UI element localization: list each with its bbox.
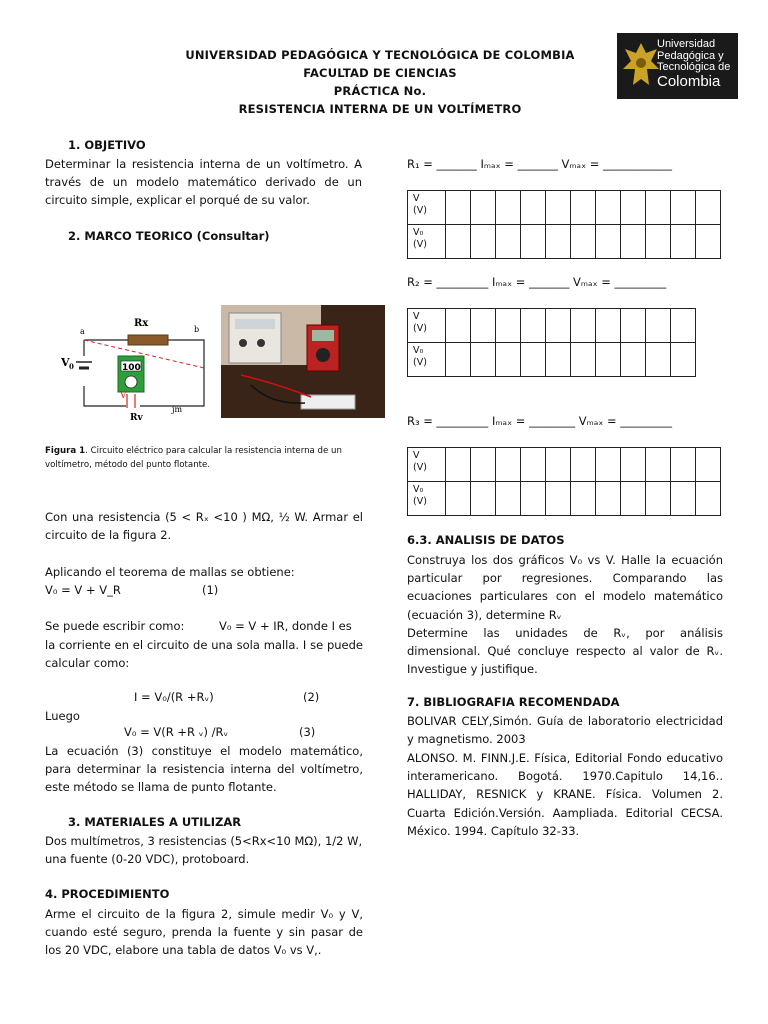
lab-equipment-photo xyxy=(221,305,385,418)
data-cell[interactable] xyxy=(446,309,471,343)
data-table-1 xyxy=(407,190,721,259)
header-line-1: UNIVERSIDAD PEDAGÓGICA Y TECNOLÓGICA DE COLOMBIA xyxy=(185,48,575,62)
marco-title: 2. MARCO TEORICO (Consultar) xyxy=(68,229,270,243)
data-cell[interactable] xyxy=(571,191,596,225)
equation-1: V₀ = V + V_R xyxy=(45,583,121,597)
data-cell[interactable] xyxy=(471,343,496,377)
label-v0: V xyxy=(61,356,70,369)
logo-line-4: Colombia xyxy=(657,72,721,90)
table-3-row-v0-label: V₀ (V) xyxy=(408,482,446,516)
data-table-3 xyxy=(407,447,721,516)
data-cell[interactable] xyxy=(621,343,646,377)
data-cell[interactable] xyxy=(521,191,546,225)
data-cell[interactable] xyxy=(546,448,571,482)
data-cell[interactable] xyxy=(646,191,671,225)
data-cell[interactable] xyxy=(621,482,646,516)
university-logo xyxy=(617,33,738,99)
equation-2-number: (2) xyxy=(303,690,320,704)
data-cell[interactable] xyxy=(671,191,696,225)
data-cell[interactable] xyxy=(446,343,471,377)
meter-reading: 100 xyxy=(122,363,141,373)
data-cell[interactable] xyxy=(621,448,646,482)
procedimiento-text: Arme el circuito de la figura 2, simule medir V₀ y V, cuando esté seguro, prenda la fuente y sin pasar de los 20 VDC, elabore una tabla de datos V₀ vs V,. xyxy=(45,907,363,958)
label-rv: Rv xyxy=(130,413,143,423)
data-cell[interactable] xyxy=(571,343,596,377)
data-cell[interactable] xyxy=(646,482,671,516)
figure-caption xyxy=(45,444,365,472)
data-cell[interactable] xyxy=(596,225,621,259)
equation-1-number: (1) xyxy=(202,583,219,597)
data-cell[interactable] xyxy=(671,482,696,516)
body-p4: La ecuación (3) constituye el modelo matemático, para determinar la resistencia interna del voltímetro, este método se llama de punto flotante. xyxy=(45,744,363,795)
data-cell[interactable] xyxy=(646,343,671,377)
label-jm: jm xyxy=(172,405,183,414)
data-cell[interactable] xyxy=(646,309,671,343)
data-cell[interactable] xyxy=(521,448,546,482)
data-cell[interactable] xyxy=(671,448,696,482)
data-cell[interactable] xyxy=(496,343,521,377)
eagle-crest-icon xyxy=(621,39,661,93)
data-cell[interactable] xyxy=(496,309,521,343)
analisis-title: 6.3. ANALISIS DE DATOS xyxy=(407,533,565,547)
data-cell[interactable] xyxy=(621,309,646,343)
data-cell[interactable] xyxy=(446,448,471,482)
bibliografia-title: 7. BIBLIOGRAFIA RECOMENDADA xyxy=(407,695,620,709)
data-cell[interactable] xyxy=(446,482,471,516)
data-cell[interactable] xyxy=(646,448,671,482)
materiales-title: 3. MATERIALES A UTILIZAR xyxy=(68,815,242,829)
figure-label: Figura 1 xyxy=(45,446,86,456)
body-p3b: V₀ = V + IR, donde I es xyxy=(219,619,352,633)
data-cell[interactable] xyxy=(496,191,521,225)
data-cell[interactable] xyxy=(546,482,571,516)
figure-caption-text: . Circuito eléctrico para calcular la resistencia interna de un voltímetro, método del punto flotante. xyxy=(45,446,342,470)
data-cell[interactable] xyxy=(521,309,546,343)
data-cell[interactable] xyxy=(471,191,496,225)
data-cell[interactable] xyxy=(671,343,696,377)
analisis-text: Construya los dos gráficos V₀ vs V. Halle la ecuación particular por regresiones. Comparando las ecuaciones particulares con el modelo matemático (ecuación 3), determine Rᵥ xyxy=(407,553,723,622)
data-cell[interactable] xyxy=(546,191,571,225)
table-3-row-v-label: V (V) xyxy=(408,448,446,482)
data-cell[interactable] xyxy=(696,448,721,482)
data-cell[interactable] xyxy=(621,191,646,225)
logo-line-3: Tecnológica de xyxy=(657,61,731,73)
label-b: b xyxy=(194,325,200,334)
data-cell[interactable] xyxy=(696,191,721,225)
data-cell[interactable] xyxy=(546,343,571,377)
data-cell[interactable] xyxy=(671,225,696,259)
data-cell[interactable] xyxy=(471,448,496,482)
data-cell[interactable] xyxy=(471,225,496,259)
data-cell[interactable] xyxy=(696,225,721,259)
data-cell[interactable] xyxy=(571,482,596,516)
label-v: V xyxy=(120,391,127,401)
data-cell[interactable] xyxy=(496,448,521,482)
data-cell[interactable] xyxy=(521,225,546,259)
data-cell[interactable] xyxy=(521,343,546,377)
body-p1: Con una resistencia (5 < Rₓ <10 ) MΩ, ½ W. Armar el circuito de la figura 2. xyxy=(45,510,363,543)
body-p2: Aplicando el teorema de mallas se obtiene: xyxy=(45,565,295,579)
data-cell[interactable] xyxy=(471,309,496,343)
data-cell[interactable] xyxy=(596,191,621,225)
materiales-text: Dos multímetros, 3 resistencias (5<Rx<10 MΩ), 1/2 W, una fuente (0-20 VDC), protoboard. xyxy=(45,834,363,867)
table-1-header: R₁ = _______ Iₘₐₓ = _______ Vₘₐₓ = ____________ xyxy=(407,157,673,171)
equation-3: V₀ = V(R +R ᵥ) /Rᵥ xyxy=(124,725,229,739)
data-cell[interactable] xyxy=(571,225,596,259)
data-cell[interactable] xyxy=(571,448,596,482)
data-cell[interactable] xyxy=(521,482,546,516)
header-line-3: PRÁCTICA No. xyxy=(333,84,427,98)
table-2-row-v0-label: V₀ (V) xyxy=(408,343,446,377)
data-cell[interactable] xyxy=(496,225,521,259)
table-1-row-v0-label: V₀ (V) xyxy=(408,225,446,259)
data-cell[interactable] xyxy=(646,225,671,259)
objetivo-title: 1. OBJETIVO xyxy=(68,138,146,152)
objetivo-text: Determinar la resistencia interna de un voltímetro. A través de un modelo matemático derivado de un circuito simple, explicar el porqué de su valor. xyxy=(45,157,362,208)
body-p3a: Se puede escribir como: xyxy=(45,619,185,633)
data-cell[interactable] xyxy=(546,309,571,343)
analisis-text-2: Determine las unidades de Rᵥ, por análisis dimensional. Qué concluye respecto al valor de Rᵥ. Investigue y justifique. xyxy=(407,626,723,677)
data-cell[interactable] xyxy=(471,482,496,516)
data-cell[interactable] xyxy=(571,309,596,343)
table-3-header: R₃ = _________ Iₘₐₓ = ________ Vₘₐₓ = _________ xyxy=(407,414,673,428)
procedimiento-title: 4. PROCEDIMIENTO xyxy=(45,887,170,901)
data-cell[interactable] xyxy=(696,482,721,516)
data-cell[interactable] xyxy=(596,309,621,343)
data-cell[interactable] xyxy=(671,309,696,343)
body-luego: Luego xyxy=(45,709,80,723)
header-line-4: RESISTENCIA INTERNA DE UN VOLTÍMETRO xyxy=(238,102,522,116)
bibliografia-ref-2: ALONSO. M. FINN.J.E. Física, Editorial Fondo educativo interamericano. Bogotá. 1970.Capitulo 14,16.. HALLIDAY, RESNICK y KRANE. Física. Volumen 2. Cuarta Edición.Versión. Aampliada. Editorial CECSA. México. 1994. Capítulo 32-33. xyxy=(407,751,723,838)
data-cell[interactable] xyxy=(596,448,621,482)
table-2-header: R₂ = _________ Iₘₐₓ = _______ Vₘₐₓ = _________ xyxy=(407,275,667,289)
body-p3c: la corriente en el circuito de una sola malla. I se puede calcular como: xyxy=(45,638,363,671)
bibliografia-ref-1: BOLIVAR CELY,Simón. Guía de laboratorio electricidad y magnetismo. 2003 xyxy=(407,714,723,747)
label-v0-sub: 0 xyxy=(69,362,74,371)
equation-2: I = V₀/(R +Rᵥ) xyxy=(134,690,214,704)
label-a: a xyxy=(80,327,85,336)
header-line-2: FACULTAD DE CIENCIAS xyxy=(303,66,457,80)
data-cell[interactable] xyxy=(446,191,471,225)
equation-3-number: (3) xyxy=(299,725,316,739)
logo-line-2: Pedagógica y xyxy=(657,49,724,62)
data-cell[interactable] xyxy=(596,482,621,516)
data-cell[interactable] xyxy=(446,225,471,259)
data-cell[interactable] xyxy=(546,225,571,259)
table-2-row-v-label: V (V) xyxy=(408,309,446,343)
data-cell[interactable] xyxy=(496,482,521,516)
data-table-2 xyxy=(407,308,696,377)
data-cell[interactable] xyxy=(621,225,646,259)
circuit-diagram xyxy=(56,316,216,423)
table-1-row-v-label: V (V) xyxy=(408,191,446,225)
label-rx: Rx xyxy=(134,318,149,329)
logo-line-1: Universidad xyxy=(657,38,716,50)
data-cell[interactable] xyxy=(596,343,621,377)
